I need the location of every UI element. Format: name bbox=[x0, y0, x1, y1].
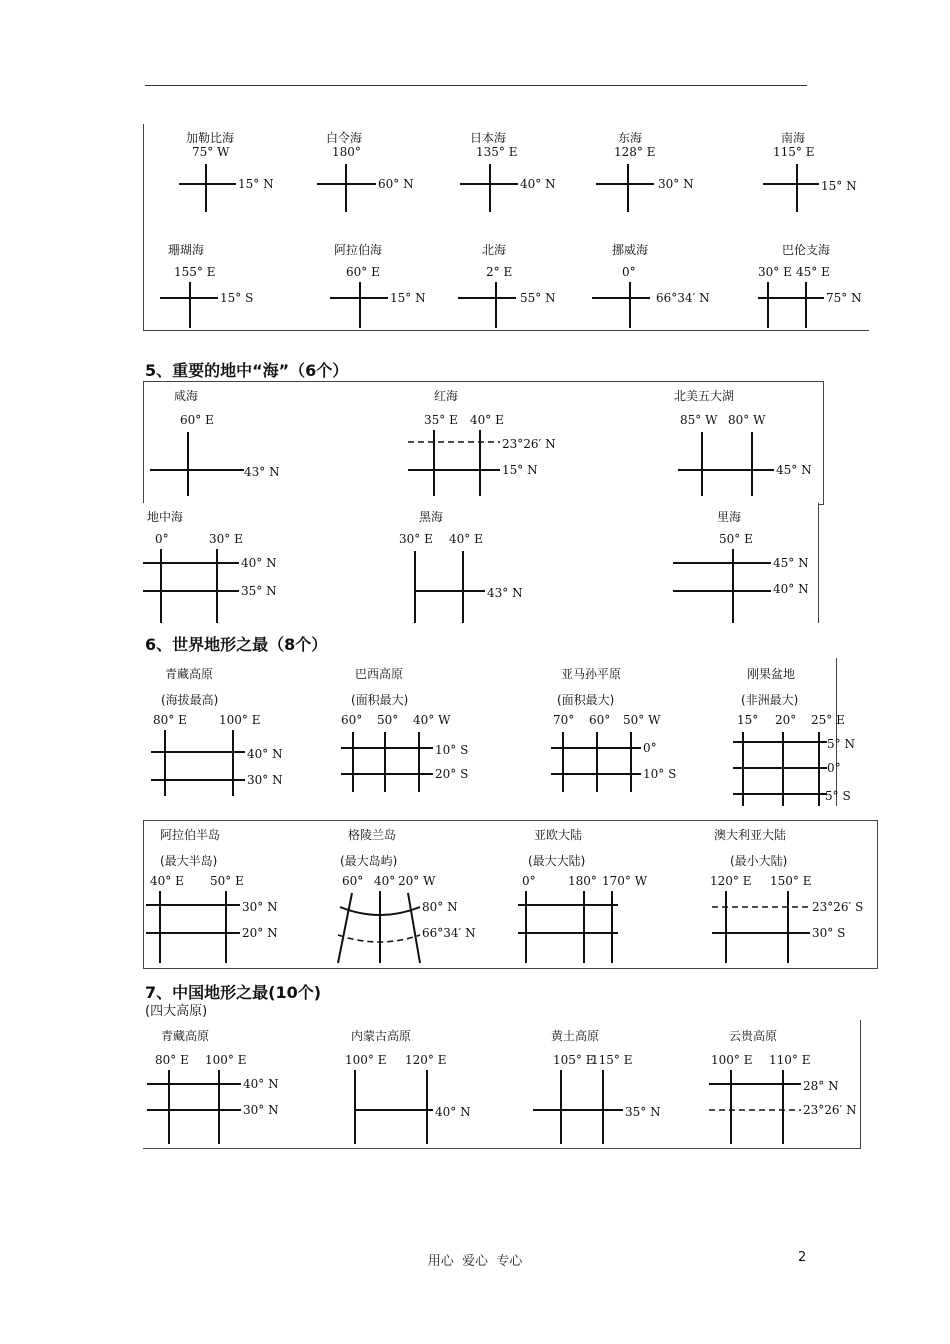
section7-panel bbox=[143, 1020, 861, 1149]
svg-text:100° E: 100° E bbox=[205, 1053, 247, 1067]
svg-text:10° S: 10° S bbox=[435, 743, 469, 757]
svg-text:(最大大陆): (最大大陆) bbox=[528, 854, 586, 868]
svg-text:黄土高原: 黄土高原 bbox=[551, 1029, 600, 1043]
svg-text:内蒙古高原: 内蒙古高原 bbox=[351, 1029, 412, 1043]
svg-text:30° S: 30° S bbox=[812, 926, 846, 940]
section5-title: 5、重要的地中“海”（6个） bbox=[145, 361, 349, 380]
svg-text:120° E: 120° E bbox=[710, 874, 752, 888]
svg-text:(最小大陆): (最小大陆) bbox=[730, 854, 788, 868]
sea-name: 南海 bbox=[781, 131, 806, 145]
svg-text:15° N: 15° N bbox=[502, 463, 538, 477]
svg-text:40° N: 40° N bbox=[773, 582, 809, 596]
svg-text:180°: 180° bbox=[568, 874, 597, 888]
svg-text:110° E: 110° E bbox=[769, 1053, 811, 1067]
lon-label: 45° E bbox=[796, 265, 830, 279]
svg-text:澳大利亚大陆: 澳大利亚大陆 bbox=[714, 828, 787, 842]
svg-text:23°26′ N: 23°26′ N bbox=[803, 1103, 857, 1117]
section6-panel-bottom bbox=[143, 820, 878, 969]
svg-text:40° N: 40° N bbox=[435, 1105, 471, 1119]
svg-text:150° E: 150° E bbox=[770, 874, 812, 888]
section6-title: 6、世界地形之最（8个） bbox=[145, 635, 328, 654]
lon-label: 115° E bbox=[773, 145, 815, 159]
svg-text:35° N: 35° N bbox=[625, 1105, 661, 1119]
sea-name: 挪威海 bbox=[612, 243, 649, 257]
lon-label: 75° W bbox=[192, 145, 230, 159]
item-eurasia bbox=[518, 823, 688, 963]
svg-text:20°: 20° bbox=[775, 713, 797, 727]
svg-text:20° W: 20° W bbox=[398, 874, 436, 888]
svg-text:青藏高原: 青藏高原 bbox=[161, 1029, 210, 1043]
svg-text:(最大半岛): (最大半岛) bbox=[160, 854, 218, 868]
sea-arabian bbox=[330, 240, 460, 330]
item-amazon-plain bbox=[547, 662, 707, 802]
sea-caribbean bbox=[174, 128, 294, 223]
lon-label: 135° E bbox=[476, 145, 518, 159]
item-cn-inner-mongolia bbox=[341, 1022, 501, 1146]
lat-label: 15° N bbox=[238, 177, 274, 191]
lon-label: 30° E bbox=[758, 265, 792, 279]
item-black-sea bbox=[393, 505, 553, 623]
svg-text:(非洲最大): (非洲最大) bbox=[741, 693, 799, 707]
item-arabian-peninsula bbox=[146, 823, 306, 963]
svg-text:100° E: 100° E bbox=[711, 1053, 753, 1067]
lon-label: 60° E bbox=[346, 265, 380, 279]
sea-barents bbox=[756, 240, 874, 330]
section5-panel-bottom bbox=[143, 503, 819, 623]
svg-text:60°: 60° bbox=[589, 713, 611, 727]
lat-label: 30° N bbox=[658, 177, 694, 191]
svg-text:23°26′ S: 23°26′ S bbox=[812, 900, 864, 914]
sea-name: 北海 bbox=[482, 243, 507, 257]
svg-text:0°: 0° bbox=[827, 761, 841, 775]
svg-text:40° N: 40° N bbox=[247, 747, 283, 761]
sea-japan bbox=[456, 128, 576, 223]
svg-text:40° W: 40° W bbox=[413, 713, 451, 727]
lon-label: 180° bbox=[332, 145, 361, 159]
item-cn-qinghai-tibet bbox=[145, 1022, 305, 1146]
svg-text:北美五大湖: 北美五大湖 bbox=[674, 389, 735, 403]
svg-text:30° N: 30° N bbox=[242, 900, 278, 914]
svg-text:红海: 红海 bbox=[434, 389, 459, 403]
svg-text:60°: 60° bbox=[342, 874, 364, 888]
svg-text:35° N: 35° N bbox=[241, 584, 277, 598]
sea-north bbox=[458, 240, 588, 330]
sea-name: 白令海 bbox=[326, 131, 363, 145]
lon-label: 2° E bbox=[486, 265, 513, 279]
lat-label: 40° N bbox=[520, 177, 556, 191]
svg-text:100° E: 100° E bbox=[345, 1053, 387, 1067]
svg-text:70°: 70° bbox=[553, 713, 575, 727]
svg-text:20° N: 20° N bbox=[242, 926, 278, 940]
svg-text:黑海: 黑海 bbox=[419, 510, 444, 524]
svg-text:(海拔最高): (海拔最高) bbox=[161, 693, 219, 707]
lat-label: 60° N bbox=[378, 177, 414, 191]
svg-text:50° W: 50° W bbox=[623, 713, 661, 727]
svg-text:45° N: 45° N bbox=[776, 463, 812, 477]
sea-name: 东海 bbox=[618, 131, 643, 145]
sea-name: 巴伦支海 bbox=[782, 243, 831, 257]
svg-text:50° E: 50° E bbox=[210, 874, 244, 888]
svg-text:云贵高原: 云贵高原 bbox=[729, 1029, 778, 1043]
item-caspian bbox=[671, 505, 818, 623]
section7-title: 7、中国地形之最(10个) bbox=[145, 983, 322, 1002]
svg-text:40° E: 40° E bbox=[470, 413, 504, 427]
section6-panel-top bbox=[143, 658, 855, 806]
svg-text:亚马孙平原: 亚马孙平原 bbox=[561, 667, 622, 681]
svg-text:115° E: 115° E bbox=[591, 1053, 633, 1067]
item-aral bbox=[148, 386, 308, 496]
svg-text:30° N: 30° N bbox=[243, 1103, 279, 1117]
lat-label: 15° N bbox=[821, 179, 857, 193]
svg-text:30° E: 30° E bbox=[209, 532, 243, 546]
svg-text:105° E: 105° E bbox=[553, 1053, 595, 1067]
lat-label: 66°34′ N bbox=[656, 291, 710, 305]
svg-text:85° W: 85° W bbox=[680, 413, 718, 427]
svg-text:地中海: 地中海 bbox=[147, 510, 184, 524]
lon-label: 128° E bbox=[614, 145, 656, 159]
sea-name: 珊瑚海 bbox=[168, 243, 205, 257]
lat-label: 15° S bbox=[220, 291, 254, 305]
sea-bering bbox=[314, 128, 434, 223]
svg-text:5° N: 5° N bbox=[827, 737, 855, 751]
lon-label: 0° bbox=[622, 265, 636, 279]
svg-text:(面积最大): (面积最大) bbox=[557, 693, 615, 707]
item-cn-yungui bbox=[707, 1022, 859, 1146]
sea-name: 加勒比海 bbox=[186, 131, 235, 145]
item-qinghai-tibet bbox=[147, 662, 297, 802]
svg-text:15°: 15° bbox=[737, 713, 759, 727]
sea-south-china bbox=[759, 128, 874, 223]
svg-text:阿拉伯半岛: 阿拉伯半岛 bbox=[160, 828, 221, 842]
svg-text:青藏高原: 青藏高原 bbox=[165, 667, 214, 681]
svg-text:亚欧大陆: 亚欧大陆 bbox=[534, 828, 583, 842]
svg-text:(最大岛屿): (最大岛屿) bbox=[340, 854, 398, 868]
svg-text:刚果盆地: 刚果盆地 bbox=[747, 667, 796, 681]
svg-text:80° N: 80° N bbox=[422, 900, 458, 914]
svg-text:巴西高原: 巴西高原 bbox=[355, 667, 404, 681]
item-brazilian-plateau bbox=[337, 662, 497, 802]
sea-east-china bbox=[592, 128, 722, 223]
sea-coral bbox=[158, 240, 288, 330]
item-congo-basin bbox=[733, 662, 855, 806]
svg-text:43° N: 43° N bbox=[487, 586, 523, 600]
sea-name: 日本海 bbox=[470, 131, 507, 145]
item-mediterranean bbox=[143, 505, 313, 623]
sea-norwegian bbox=[592, 240, 732, 330]
svg-text:0°: 0° bbox=[643, 741, 657, 755]
svg-text:170° W: 170° W bbox=[602, 874, 648, 888]
svg-text:10° S: 10° S bbox=[643, 767, 677, 781]
item-greenland bbox=[334, 823, 504, 963]
svg-text:60°: 60° bbox=[341, 713, 363, 727]
svg-text:120° E: 120° E bbox=[405, 1053, 447, 1067]
svg-text:80° W: 80° W bbox=[728, 413, 766, 427]
svg-text:45° N: 45° N bbox=[773, 556, 809, 570]
svg-text:40° E: 40° E bbox=[449, 532, 483, 546]
seas-panel bbox=[143, 124, 869, 331]
lat-label: 75° N bbox=[826, 291, 862, 305]
svg-text:100° E: 100° E bbox=[219, 713, 261, 727]
svg-text:23°26′ N: 23°26′ N bbox=[502, 437, 556, 451]
svg-text:30° N: 30° N bbox=[247, 773, 283, 787]
item-cn-loess bbox=[531, 1022, 691, 1146]
item-australia bbox=[704, 823, 876, 963]
section5-panel-top bbox=[143, 381, 824, 505]
header-rule bbox=[145, 85, 807, 86]
lat-label: 15° N bbox=[390, 291, 426, 305]
svg-text:80° E: 80° E bbox=[153, 713, 187, 727]
svg-text:66°34′ N: 66°34′ N bbox=[422, 926, 476, 940]
item-red-sea bbox=[404, 386, 584, 496]
svg-text:25° E: 25° E bbox=[811, 713, 845, 727]
svg-text:(面积最大): (面积最大) bbox=[351, 693, 409, 707]
svg-text:0°: 0° bbox=[522, 874, 536, 888]
svg-text:40° E: 40° E bbox=[150, 874, 184, 888]
svg-text:50°: 50° bbox=[377, 713, 399, 727]
svg-text:60° E: 60° E bbox=[180, 413, 214, 427]
svg-text:咸海: 咸海 bbox=[174, 389, 199, 403]
svg-text:50° E: 50° E bbox=[719, 532, 753, 546]
svg-text:30° E: 30° E bbox=[399, 532, 433, 546]
svg-text:28° N: 28° N bbox=[803, 1079, 839, 1093]
svg-text:20° S: 20° S bbox=[435, 767, 469, 781]
section7-subtitle: (四大高原) bbox=[145, 1004, 208, 1019]
page-number: 2 bbox=[798, 1250, 807, 1265]
lat-label: 55° N bbox=[520, 291, 556, 305]
svg-text:40° N: 40° N bbox=[243, 1077, 279, 1091]
item-great-lakes bbox=[674, 386, 819, 496]
svg-text:40° N: 40° N bbox=[241, 556, 277, 570]
svg-text:里海: 里海 bbox=[717, 510, 742, 524]
svg-text:40°: 40° bbox=[374, 874, 396, 888]
svg-text:格陵兰岛: 格陵兰岛 bbox=[348, 828, 397, 842]
svg-text:5° S: 5° S bbox=[825, 789, 851, 803]
svg-text:35° E: 35° E bbox=[424, 413, 458, 427]
svg-text:43° N: 43° N bbox=[244, 465, 280, 479]
page-footer: 用心 爱心 专心 bbox=[427, 1254, 523, 1269]
lon-label: 155° E bbox=[174, 265, 216, 279]
sea-name: 阿拉伯海 bbox=[334, 243, 383, 257]
svg-text:80° E: 80° E bbox=[155, 1053, 189, 1067]
svg-text:0°: 0° bbox=[155, 532, 169, 546]
